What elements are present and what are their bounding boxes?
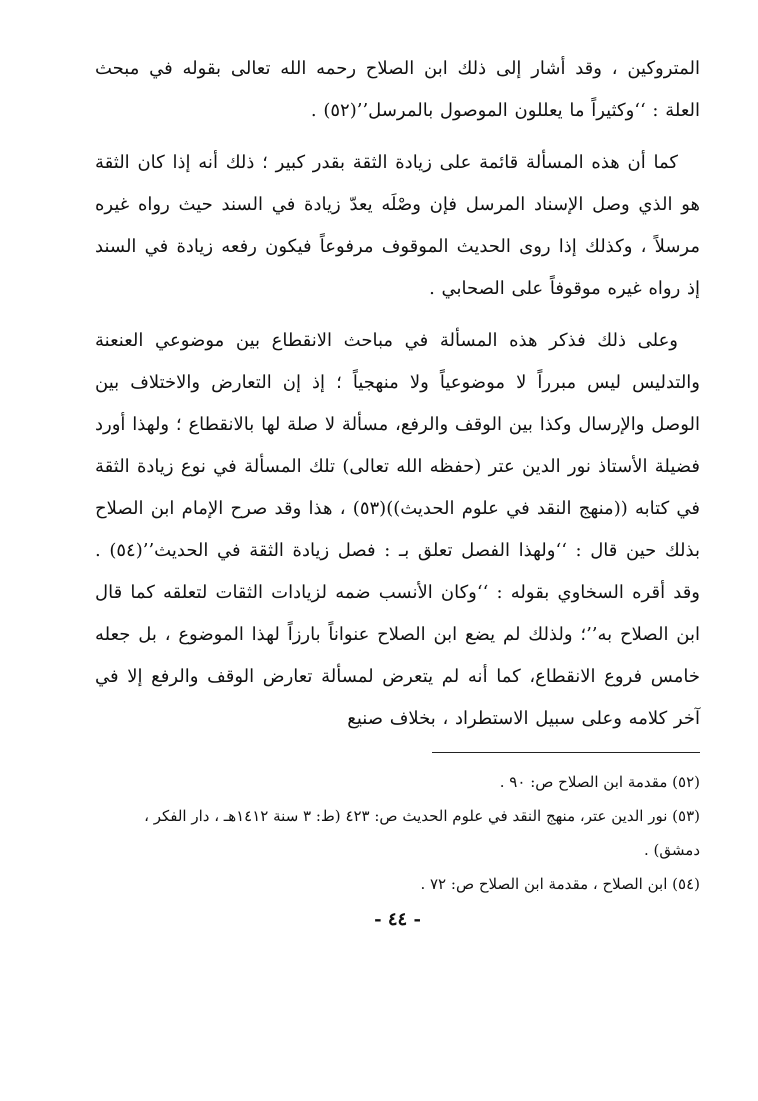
footnote-divider bbox=[432, 752, 700, 753]
paragraph: المتروكين ، وقد أشار إلى ذلك ابن الصلاح رحمه الله تعالى بقوله في مبحث العلة : ‘‘وكثيراً ما يعللون الموصول بالمرسل’’(٥٢) . bbox=[95, 58, 700, 121]
footnote: (٥٢) مقدمة ابن الصلاح ص: ٩٠ . bbox=[499, 773, 700, 791]
footnote: (٥٣) نور الدين عتر، منهج النقد في علوم الحديث ص: ٤٢٣ (ط: ٣ سنة ١٤١٢هـ ، دار الفكر ، دمشق) . bbox=[144, 807, 700, 859]
footnotes bbox=[95, 765, 700, 901]
paragraph: وعلى ذلك فذكر هذه المسألة في مباحث الانقطاع بين موضوعي العنعنة والتدليس ليس مبرراً لا موضوعياً ولا منهجياً ؛ إذ إن التعارض والاختلاف بين الوصل والإرسال وكذا بين الوقف والرفع، مسألة لا صلة لها بالانقطاع ؛ ولهذا أورد فضيلة الأستاذ نور الدين عتر (حفظه الله تعالى) تلك المسألة في نوع زيادة الثقة في كتابه ((منهج النقد في علوم الحديث))(٥٣) ، هذا وقد صرح الإمام ابن الصلاح بذلك حين قال : ‘‘ولهذا الفصل تعلق بـ : فصل زيادة الثقة في الحديث’’(٥٤) . وقد أقره السخاوي بقوله : ‘‘وكان الأنسب ضمه لزيادات الثقات لتعلقه كما قال ابن الصلاح به’’؛ ولذلك لم يضع ابن الصلاح عنواناً بارزاً لهذا الموضوع ، بل جعله خامس فروع الانقطاع، كما أنه لم يتعرض لمسألة تعارض الوقف والرفع إلا في آخر كلامه وعلى سبيل الاستطراد ، بخلاف صنيع bbox=[95, 330, 700, 729]
page-number: - ٤٤ - bbox=[374, 909, 421, 930]
footnote: (٥٤) ابن الصلاح ، مقدمة ابن الصلاح ص: ٧٢ . bbox=[420, 875, 700, 893]
paragraph: كما أن هذه المسألة قائمة على زيادة الثقة بقدر كبير ؛ ذلك أنه إذا كان الثقة هو الذي وصل الإسناد المرسل فإن وصْلَه يعدّ زيادة في السند حيث رواه غيره مرسلاً ، وكذلك إذا روى الحديث الموقوف مرفوعاً فيكون رفعه زيادة في السند إذ رواه غيره موقوفاً على الصحابي . bbox=[95, 152, 700, 299]
page bbox=[95, 48, 700, 930]
body-text bbox=[95, 48, 700, 740]
